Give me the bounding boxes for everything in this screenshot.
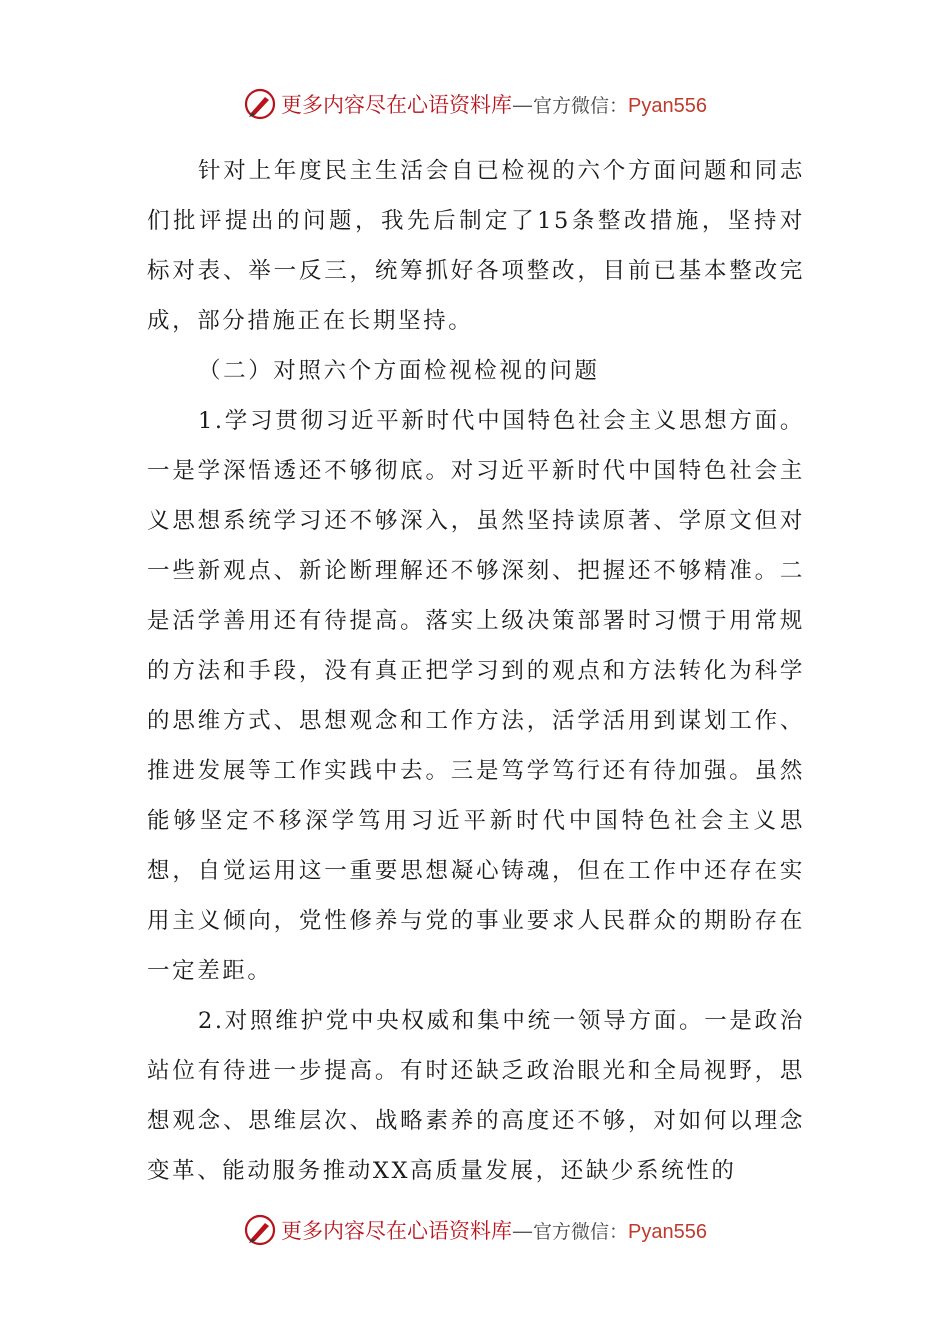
banner-wechat-id: Pyan556 — [628, 95, 707, 117]
banner-text — [281, 1215, 707, 1245]
banner-official: 官方微信： — [533, 95, 629, 117]
pen-logo-icon — [243, 1213, 277, 1247]
banner-site: 更多内容尽在心语资料库 — [281, 1219, 512, 1243]
banner-site: 更多内容尽在心语资料库 — [281, 93, 512, 117]
paragraph-rectification: 针对上年度民主生活会自已检视的六个方面问题和同志们批评提出的问题，我先后制定了15条整改措施，坚持对标对表、举一反三，统筹抓好各项整改，目前已基本整改完成，部分措施正在长期坚持。 — [147, 158, 805, 334]
banner-text — [281, 89, 707, 119]
paragraph-authority-item: 2.对照维护党中央权威和集中统一领导方面。一是政治站位有待进一步提高。有时还缺乏政治眼光和全局视野，思想观念、思维层次、战略素养的高度还不够，对如何以理念变革、能动服务推动XX高质量发展，还缺少系统性的 — [147, 1008, 805, 1184]
banner-wechat-id: Pyan556 — [628, 1221, 707, 1243]
pen-logo-icon — [243, 87, 277, 121]
document-body — [147, 146, 805, 1196]
banner-official: 官方微信： — [533, 1221, 629, 1243]
header-banner — [0, 84, 950, 124]
banner-dash: — — [512, 1219, 533, 1243]
footer-banner — [0, 1210, 950, 1250]
paragraph-study-item: 1.学习贯彻习近平新时代中国特色社会主义思想方面。一是学深悟透还不够彻底。对习近平新时代中国特色社会主义思想系统学习还不够深入，虽然坚持读原著、学原文但对一些新观点、新论断理解还不够深刻、把握还不够精准。二是活学善用还有待提高。落实上级决策部署时习惯于用常规的方法和手段，没有真正把学习到的观点和方法转化为科学的思维方式、思想观念和工作方法，活学活用到谋划工作、推进发展等工作实践中去。三是笃学笃行还有待加强。虽然能够坚定不移深学笃用习近平新时代中国特色社会主义思想，自觉运用这一重要思想凝心铸魂，但在工作中还存在实用主义倾向，党性修养与党的事业要求人民群众的期盼存在一定差距。 — [147, 408, 805, 984]
banner-dash: — — [512, 93, 533, 117]
section-heading: （二）对照六个方面检视检视的问题 — [198, 358, 600, 384]
